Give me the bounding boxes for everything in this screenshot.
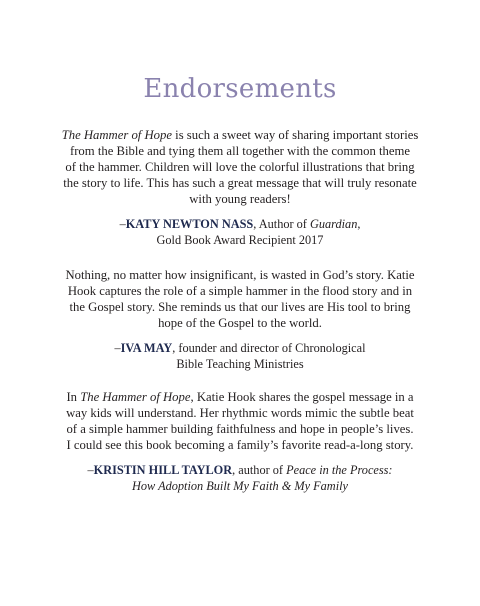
quote-line: the Gospel story. She reminds us that our lives are His tool to bring <box>69 300 411 314</box>
quote-line: Hook captures the role of a simple hammer in the flood story and in <box>67 284 413 298</box>
work-title: Guardian <box>309 217 358 231</box>
endorsement-3 <box>60 389 420 494</box>
endorsement-attribution: –KRISTIN HILL TAYLOR, author of Peace in the Process: How Adoption Built My Faith & My Family <box>87 463 393 493</box>
book-title: The Hammer of Hope <box>80 390 191 404</box>
endorsement-quote <box>60 127 420 207</box>
endorsement-1 <box>60 127 420 248</box>
endorsement-quote <box>60 267 420 331</box>
quote-line: The Hammer of Hope is such a sweet way of sharing important stories <box>61 128 419 142</box>
endorsement-2 <box>60 267 420 372</box>
author-credential: Gold Book Award Recipient 2017 <box>156 233 324 247</box>
quote-line: with young readers! <box>189 192 291 206</box>
work-title: Peace in the Process: <box>286 463 393 477</box>
author-name: KATY NEWTON NASS <box>125 217 254 231</box>
author-name: IVA MAY <box>120 341 173 355</box>
quote-line: hope of the Gospel to the world. <box>158 316 322 330</box>
quote-line: of a simple hammer building faithfulness and hope in people’s lives. <box>66 422 414 436</box>
work-title: How Adoption Built My Faith & My Family <box>132 479 348 493</box>
quote-line: way kids will understand. Her rhythmic words mimic the subtle beat <box>66 406 414 420</box>
quote-line: from the Bible and tying them all together with the common theme <box>69 144 411 158</box>
quote-line: Nothing, no matter how insignificant, is wasted in God’s story. Katie <box>65 268 415 282</box>
quote-line: of the hammer. Children will love the colorful illustrations that bring <box>65 160 415 174</box>
quote-line: In The Hammer of Hope, Katie Hook shares the gospel message in a <box>66 390 414 404</box>
quote-line: I could see this book becoming a family’s favorite read-a-long story. <box>66 438 414 452</box>
author-name: KRISTIN HILL TAYLOR <box>93 463 233 477</box>
endorsement-quote <box>60 389 420 453</box>
page-title: Endorsements <box>143 74 337 104</box>
endorsement-attribution: –IVA MAY, founder and director of Chronological Bible Teaching Ministries <box>60 340 420 372</box>
endorsement-attribution: –KATY NEWTON NASS, Author of Guardian, Gold Book Award Recipient 2017 <box>60 216 420 248</box>
author-credential: Bible Teaching Ministries <box>176 357 304 371</box>
book-title: The Hammer of Hope <box>61 128 172 142</box>
quote-line: the story to life. This has such a great message that will truly resonate <box>63 176 417 190</box>
